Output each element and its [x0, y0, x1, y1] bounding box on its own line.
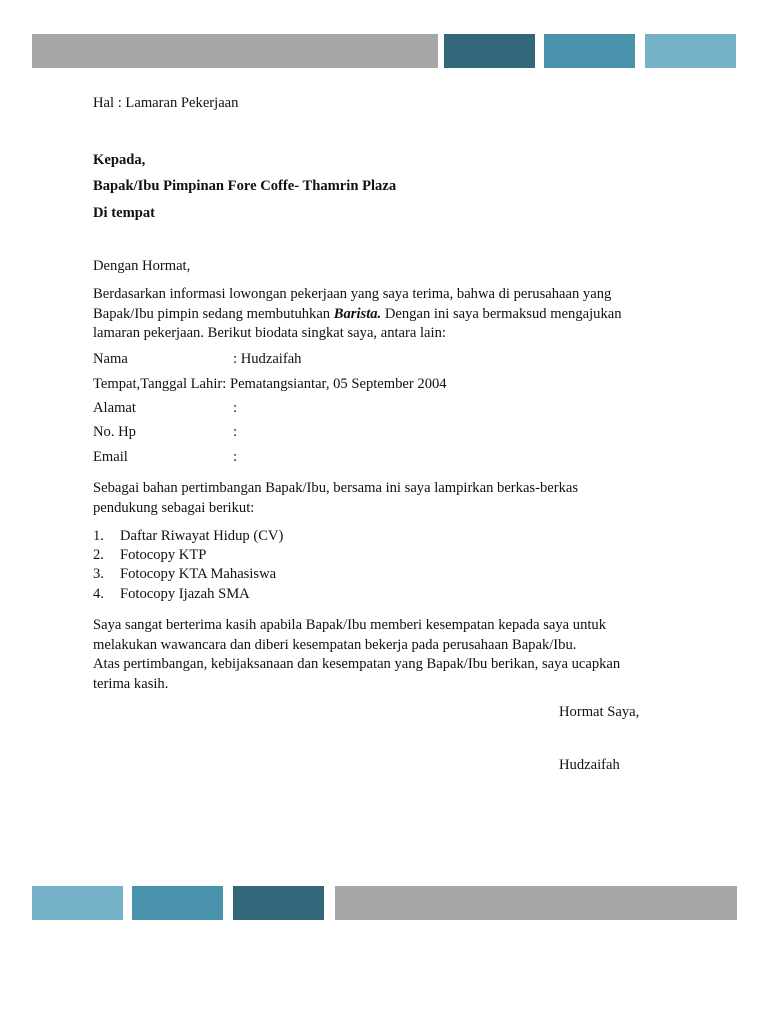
footer-bar-mid-teal	[132, 886, 223, 920]
bio-value: : Pematangsiantar, 05 September 2004	[222, 376, 447, 392]
closing-paragraph	[93, 616, 653, 694]
intro-text-before: Berdasarkan informasi lowongan pekerjaan yang saya terima, bahwa di perusahaan yang Bapak/Ibu pimpin sedang membutuhkan	[93, 286, 612, 322]
bio-value: : Hudzaifah	[233, 351, 302, 367]
bio-value: :	[233, 449, 238, 465]
bio-label: No. Hp	[93, 424, 136, 440]
bio-row-birth	[93, 375, 447, 395]
bio-label: Tempat,Tanggal Lahir	[93, 376, 223, 392]
to-heading: Kepada,	[93, 152, 146, 168]
list-item	[93, 585, 250, 605]
list-number: 3.	[93, 566, 104, 582]
intro-paragraph	[93, 285, 663, 344]
attachments-intro: Sebagai bahan pertimbangan Bapak/Ibu, bersama ini saya lampirkan berkas-berkas pendukung sebagai berikut:	[93, 480, 579, 516]
intro-position: Barista.	[333, 305, 382, 322]
sign-off: Hormat Saya,	[559, 704, 640, 720]
bio-value: :	[233, 424, 238, 440]
list-text: Daftar Riwayat Hidup (CV)	[120, 528, 284, 544]
list-item	[93, 565, 276, 585]
signature-name: Hudzaifah	[559, 757, 620, 773]
header-bar-light-teal	[645, 34, 736, 68]
footer-bar-light-teal	[32, 886, 123, 920]
bio-label: Alamat	[93, 400, 136, 416]
bio-value: :	[233, 400, 238, 416]
header-bar-dark-teal	[444, 34, 535, 68]
bio-row-phone	[93, 423, 237, 443]
recipient: Bapak/Ibu Pimpinan Fore Coffe- Thamrin Plaza	[93, 178, 397, 194]
header-bar-mid-teal	[544, 34, 635, 68]
list-text: Fotocopy Ijazah SMA	[120, 586, 250, 602]
bio-label: Nama	[93, 351, 128, 367]
intro-text-after: Dengan ini saya bermaksud mengajukan lamaran pekerjaan. Berikut biodata singkat saya, antara lain:	[93, 305, 622, 341]
closing-text-1: Saya sangat berterima kasih apabila Bapak/Ibu memberi kesempatan kepada saya untuk melakukan wawancara dan diberi kesempatan bekerja pada perusahaan Bapak/Ibu.	[93, 617, 607, 653]
location: Di tempat	[93, 205, 156, 221]
bio-row-email	[93, 448, 237, 468]
bio-label: Email	[93, 449, 128, 465]
list-text: Fotocopy KTA Mahasiswa	[120, 566, 277, 582]
list-item	[93, 546, 206, 566]
subject-line: Hal : Lamaran Pekerjaan	[93, 95, 239, 111]
closing-text-2: Atas pertimbangan, kebijaksanaan dan kesempatan yang Bapak/Ibu berikan, saya ucapkan terima kasih.	[93, 656, 621, 692]
header-bar-gray	[32, 34, 438, 68]
bio-row-name	[93, 350, 301, 370]
list-number: 1.	[93, 528, 104, 544]
list-number: 4.	[93, 586, 104, 602]
list-text: Fotocopy KTP	[120, 547, 207, 563]
list-number: 2.	[93, 547, 104, 563]
bio-row-address	[93, 399, 237, 419]
footer-bar-dark-teal	[233, 886, 324, 920]
greeting: Dengan Hormat,	[93, 258, 191, 274]
list-item	[93, 527, 283, 547]
footer-bar-gray	[335, 886, 737, 920]
